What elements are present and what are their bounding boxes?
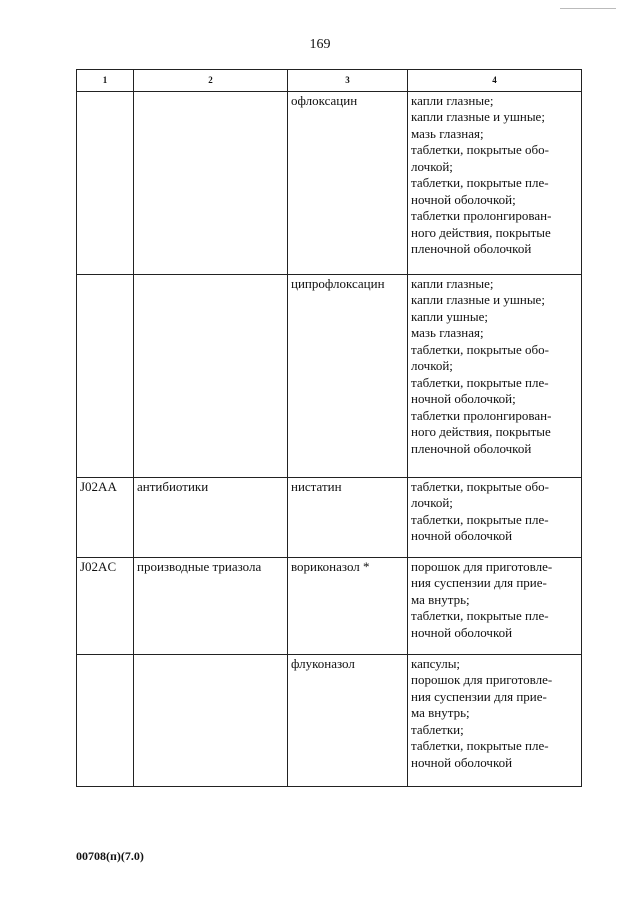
group-cell bbox=[134, 654, 288, 786]
dosage-forms-cell: порошок для приготовле- ния суспензии для прие- ма внутрь; таблетки, покрытые пле- ночной оболочкой bbox=[408, 557, 582, 654]
drug-name-cell: ципрофлоксацин bbox=[288, 274, 408, 477]
table-row bbox=[77, 274, 582, 477]
table-row bbox=[77, 91, 582, 274]
medicines-table bbox=[76, 69, 582, 787]
atc-code-cell bbox=[77, 274, 134, 477]
drug-name-cell: офлоксацин bbox=[288, 91, 408, 274]
dosage-forms-cell: капли глазные; капли глазные и ушные; капли ушные; мазь глазная; таблетки, покрытые обо- лочкой; таблетки, покрытые пле- ночной оболочкой; таблетки пролонгирован- ного действия, покрытые пленочной оболочкой bbox=[408, 274, 582, 477]
table-row bbox=[77, 557, 582, 654]
header-col-1: 1 bbox=[77, 70, 134, 92]
group-cell: антибиотики bbox=[134, 477, 288, 557]
atc-code-cell: J02AA bbox=[77, 477, 134, 557]
table-row bbox=[77, 654, 582, 786]
scan-edge-mark bbox=[560, 8, 616, 9]
atc-code-cell: J02AC bbox=[77, 557, 134, 654]
document-code: 00708(п)(7.0) bbox=[76, 849, 144, 863]
header-col-3: 3 bbox=[288, 70, 408, 92]
atc-code-cell bbox=[77, 654, 134, 786]
header-col-2: 2 bbox=[134, 70, 288, 92]
table-row bbox=[77, 477, 582, 557]
group-cell: производные триазола bbox=[134, 557, 288, 654]
drug-name-cell: нистатин bbox=[288, 477, 408, 557]
page-number: 169 bbox=[309, 37, 331, 52]
group-cell bbox=[134, 91, 288, 274]
header-col-4: 4 bbox=[408, 70, 582, 92]
dosage-forms-cell: капсулы; порошок для приготовле- ния суспензии для прие- ма внутрь; таблетки; таблетки, покрытые пле- ночной оболочкой bbox=[408, 654, 582, 786]
group-cell bbox=[134, 274, 288, 477]
drug-name-cell: флуконазол bbox=[288, 654, 408, 786]
drug-name-cell: вориконазол * bbox=[288, 557, 408, 654]
table-header-row bbox=[77, 70, 582, 92]
dosage-forms-cell: таблетки, покрытые обо- лочкой; таблетки, покрытые пле- ночной оболочкой bbox=[408, 477, 582, 557]
atc-code-cell bbox=[77, 91, 134, 274]
dosage-forms-cell: капли глазные; капли глазные и ушные; мазь глазная; таблетки, покрытые обо- лочкой; таблетки, покрытые пле- ночной оболочкой; таблетки пролонгирован- ного действия, покрытые пленочной оболочкой bbox=[408, 91, 582, 274]
